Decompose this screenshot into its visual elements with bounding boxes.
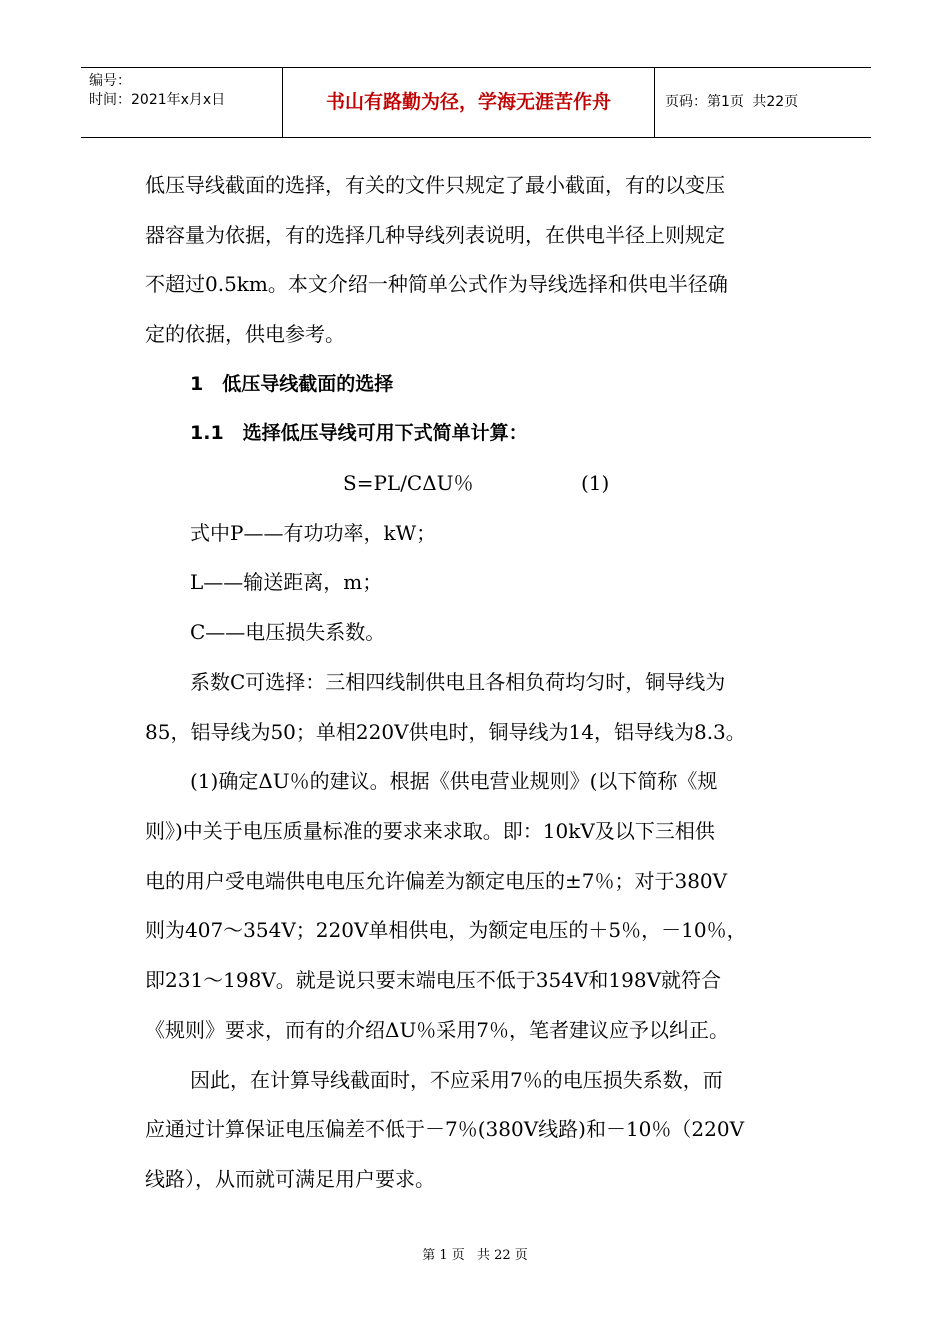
paragraph-line: 85，铝导线为50；单相220V供电时，铜导线为14，铝导线为8.3。	[145, 720, 746, 744]
paragraph-line: 不超过0.5km。本文介绍一种简单公式作为导线选择和供电半径确	[145, 272, 728, 296]
footer-page: 第 1 页	[422, 1248, 465, 1263]
definition-l: L——输送距离，m；	[190, 570, 383, 594]
section-heading: 1 低压导线截面的选择	[190, 373, 394, 395]
paragraph-line: 线路），从而就可满足用户要求。	[145, 1167, 435, 1191]
serial-label: 编号：	[89, 73, 131, 89]
footer-total: 共 22 页	[476, 1248, 528, 1263]
header-table	[81, 67, 871, 138]
paragraph-line: 定的依据，供电参考。	[145, 322, 345, 346]
paragraph-line: 《规则》要求，而有的介绍ΔU％采用7％，笔者建议应予以纠正。	[145, 1018, 730, 1042]
page-footer	[0, 1247, 950, 1265]
definition-p: 式中P——有功功率，kW；	[190, 521, 437, 545]
date-label: 时间：2021年x月x日	[89, 92, 226, 108]
paragraph-line: (1)确定ΔU％的建议。根据《供电营业规则》(以下简称《规	[190, 769, 718, 793]
header-total-label: 共22页	[752, 94, 799, 110]
paragraph-line: 则》)中关于电压质量标准的要求来求取。即：10kV及以下三相供	[145, 819, 715, 843]
paragraph-line: 则为407～354V；220V单相供电，为额定电压的＋5％，－10％，	[145, 918, 747, 942]
header-page-label: 页码：第1页	[665, 94, 744, 110]
paragraph-line: 即231～198V。就是说只要末端电压不低于354V和198V就符合	[145, 968, 722, 992]
formula-number: (1)	[581, 471, 610, 495]
paragraph-line: 因此，在计算导线截面时，不应采用7％的电压损失系数，而	[190, 1068, 723, 1092]
paragraph-line: 器容量为依据，有的选择几种导线列表说明，在供电半径上则规定	[145, 223, 725, 247]
paragraph-line: 应通过计算保证电压偏差不低于－7％(380V线路)和－10％（220V	[145, 1117, 745, 1141]
paragraph-line: 电的用户受电端供电电压允许偏差为额定电压的±7％；对于380V	[145, 869, 728, 893]
paragraph-line: 系数C可选择：三相四线制供电且各相负荷均匀时，铜导线为	[190, 670, 726, 694]
header-page-cell	[655, 68, 871, 137]
formula: S=PL/CΔU％	[343, 471, 474, 495]
subsection-heading: 1.1 选择低压导线可用下式简单计算：	[190, 422, 528, 444]
header-motto: 书山有路勤为径，学海无涯苦作舟	[283, 68, 655, 137]
paragraph-line: 低压导线截面的选择，有关的文件只规定了最小截面，有的以变压	[145, 173, 725, 197]
header-meta-cell	[81, 68, 283, 137]
definition-c: C——电压损失系数。	[190, 620, 386, 644]
